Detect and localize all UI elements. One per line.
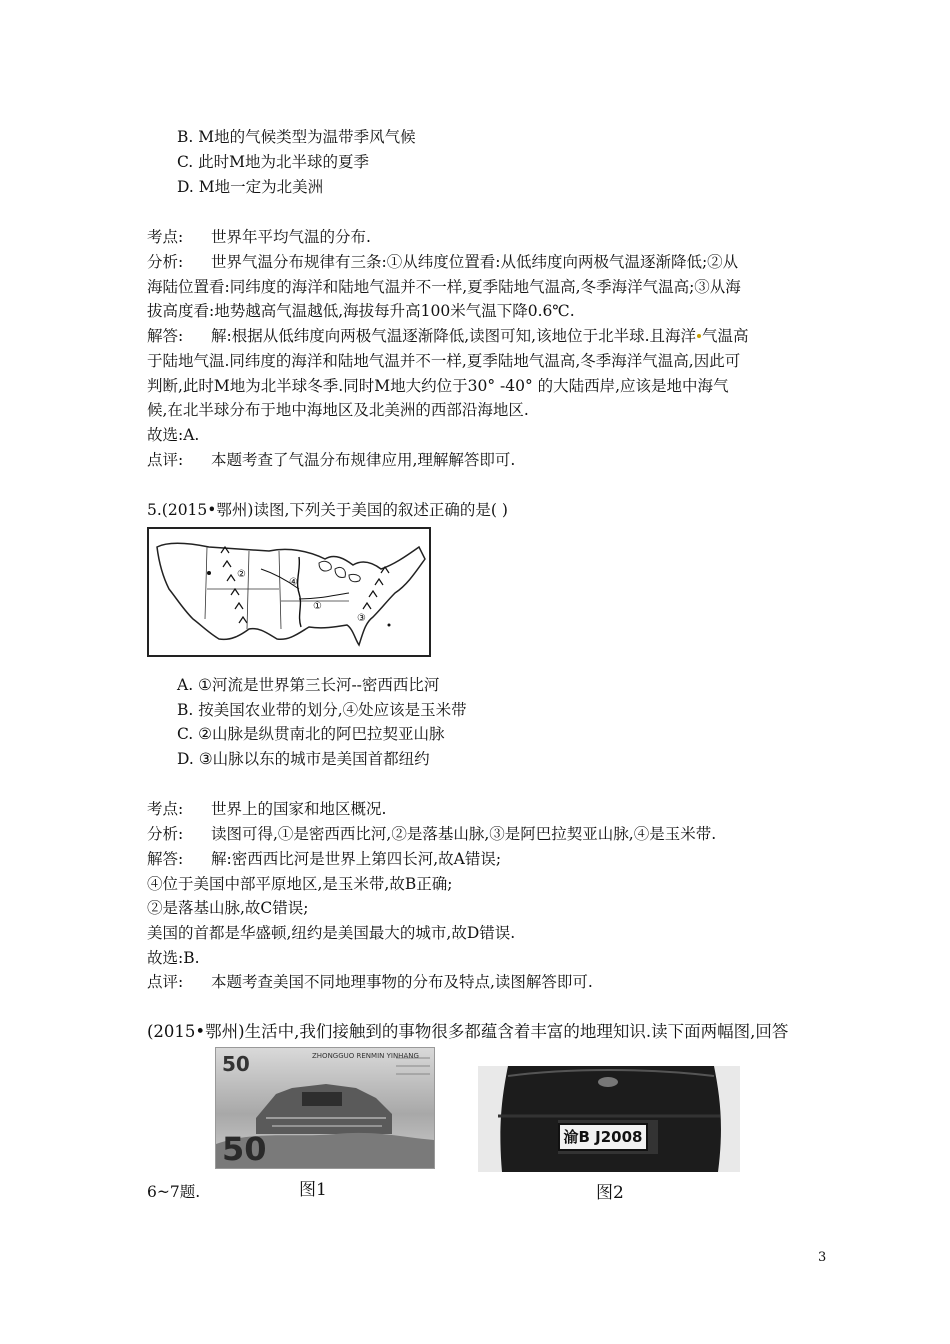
kaodian-label: 考点: (147, 228, 184, 246)
figure-1-caption: 图1 (299, 1180, 327, 1200)
q4-fenxi-3: 拔高度看:地势越高气温越低,海拔每升高100米气温下降0.6℃. (147, 302, 575, 320)
page-number: 3 (818, 1250, 827, 1265)
fenxi-label: 分析: (147, 825, 184, 843)
jieda-text-b: 气温高 (702, 327, 749, 345)
q5-option-c: C. ②山脉是纵贯南北的阿巴拉契亚山脉 (177, 725, 445, 743)
q4-option-b: B. M地的气候类型为温带季风气候 (177, 128, 416, 146)
q5-option-d: D. ③山脉以东的城市是美国首都纽约 (177, 750, 430, 768)
q67-intro: (2015•鄂州)生活中,我们接触到的事物很多都蕴含着丰富的地理知识.读下面两幅图,回答 (147, 1022, 789, 1041)
q4-dianping (147, 450, 515, 470)
q5-jieda-4: 美国的首都是华盛顿,纽约是美国最大的城市,故D错误. (147, 924, 516, 942)
q4-jieda-3: 判断,此时M地为北半球冬季.同时M地大约位于30° -40° 的大陆西岸,应该是地中海气 (147, 377, 729, 395)
q5-fenxi (147, 824, 716, 844)
q4-fenxi-1 (147, 252, 738, 272)
jieda-label: 解答: (147, 850, 184, 868)
fenxi-text: 世界气温分布规律有三条:①从纬度位置看:从低纬度向两极气温逐渐降低;②从 (211, 253, 739, 271)
q4-option-c: C. 此时M地为北半球的夏季 (177, 153, 370, 171)
q5-dianping (147, 972, 593, 992)
q5-option-a: A. ①河流是世界第三长河--密西西比河 (177, 676, 440, 694)
kaodian-label: 考点: (147, 800, 184, 818)
banknote-title: ZHONGGUO RENMIN YINHANG (312, 1052, 419, 1060)
dianping-text: 本题考查了气温分布规律应用,理解解答即可. (211, 451, 516, 469)
q5-jieda-1 (147, 849, 501, 869)
jieda-text: 解:密西西比河是世界上第四长河,故A错误; (211, 850, 502, 868)
map-label-2: ② (237, 569, 246, 580)
q5-option-b: B. 按美国农业带的划分,④处应该是玉米带 (177, 701, 467, 719)
fenxi-label: 分析: (147, 253, 184, 271)
map-label-3: ③ (357, 613, 366, 624)
q67-tail: 6~7题. (147, 1183, 201, 1201)
map-label-4: ④ (289, 577, 298, 588)
dianping-label: 点评: (147, 451, 184, 469)
q5-stem: 5.(2015•鄂州)读图,下列关于美国的叙述正确的是( ) (147, 501, 508, 519)
q5-jieda-3: ②是落基山脉,故C错误; (147, 899, 309, 917)
map-label-1: ① (313, 601, 322, 612)
q5-kaodian (147, 799, 386, 819)
usa-map (147, 527, 431, 657)
q5-jieda-2: ④位于美国中部平原地区,是玉米带,故B正确; (147, 875, 453, 893)
marker-dot (697, 334, 701, 338)
figure-2-caption: 图2 (596, 1183, 624, 1203)
q4-jieda-4: 候,在北半球分布于地中海地区及北美洲的西部沿海地区. (147, 401, 529, 419)
dianping-text: 本题考查美国不同地理事物的分布及特点,读图解答即可. (211, 973, 593, 991)
q4-option-d: D. M地一定为北美洲 (177, 178, 324, 196)
q4-fenxi-2: 海陆位置看:同纬度的海洋和陆地气温并不一样,夏季陆地气温高,冬季海洋气温高;③从海 (147, 278, 741, 296)
fenxi-text: 读图可得,①是密西西比河,②是落基山脉,③是阿巴拉契亚山脉,④是玉米带. (211, 825, 717, 843)
usa-map-graphic (149, 529, 429, 655)
banknote-image (215, 1047, 435, 1169)
car-plate-image (478, 1066, 740, 1172)
kaodian-text: 世界上的国家和地区概况. (211, 800, 387, 818)
q4-kaodian (147, 227, 371, 247)
dianping-label: 点评: (147, 973, 184, 991)
q4-guxuan: 故选:A. (147, 426, 200, 444)
q5-guxuan: 故选:B. (147, 949, 200, 967)
q4-jieda-1 (147, 326, 749, 346)
jieda-text-a: 解:根据从低纬度向两极气温逐渐降低,读图可知,该地位于北半球.且海洋 (211, 327, 697, 345)
q4-jieda-2: 于陆地气温.同纬度的海洋和陆地气温并不一样,夏季陆地气温高,冬季海洋气温高,因此可 (147, 352, 741, 370)
banknote-value-bottom: 50 (222, 1130, 267, 1168)
banknote-value-top: 50 (222, 1052, 250, 1076)
car-front-illustration (478, 1066, 740, 1172)
jieda-label: 解答: (147, 327, 184, 345)
kaodian-text: 世界年平均气温的分布. (211, 228, 371, 246)
license-plate: 渝B J2008 (558, 1123, 648, 1151)
